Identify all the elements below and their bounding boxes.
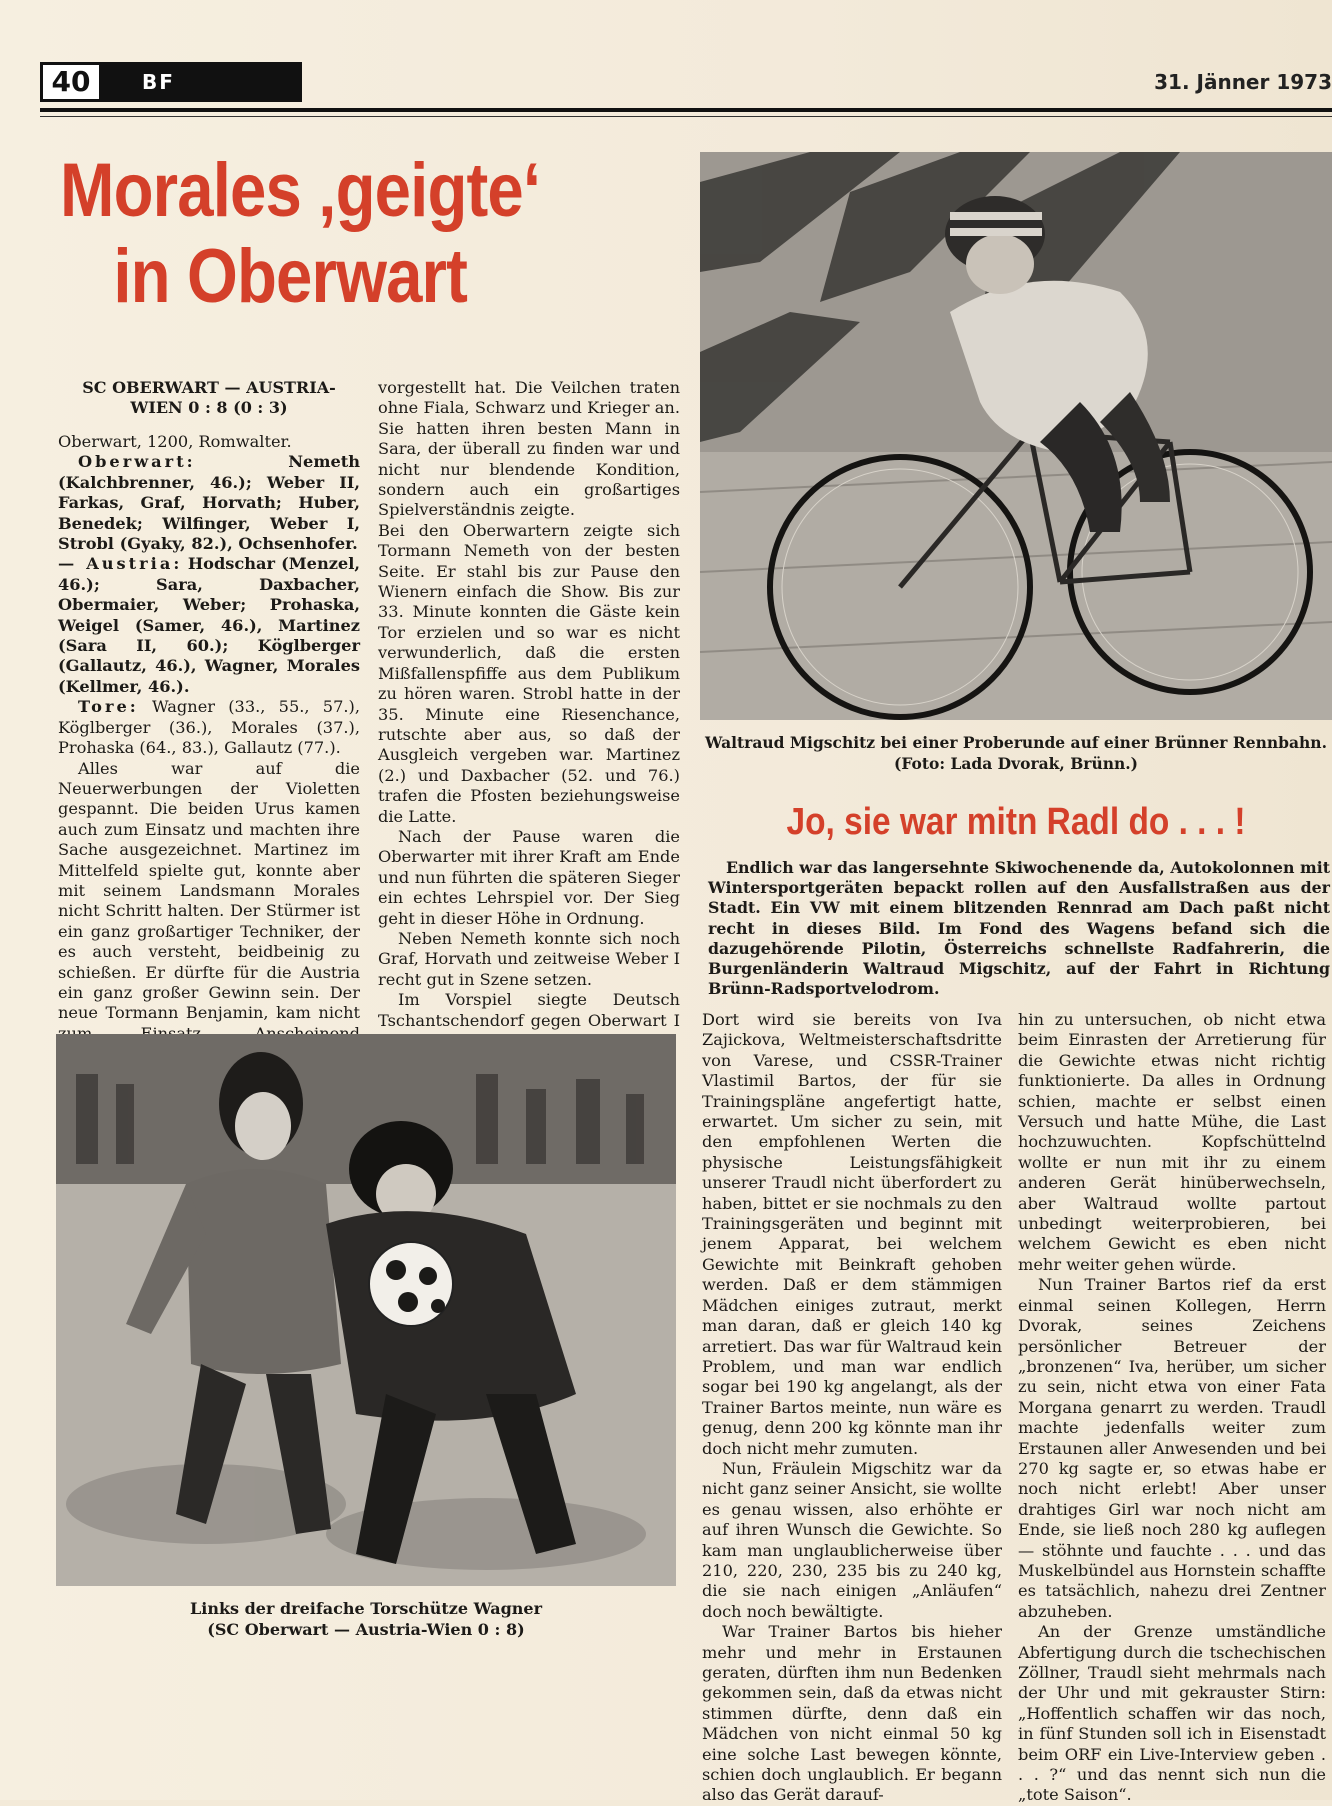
article2-paragraph: hin zu untersuchen, ob nicht etwa beim Einrasten der Arretierung für die Gewichte etwas nicht richtig funktionierte. Da alles in Ordnung schien, machte er selbst einen Versuch und hatte Mühe, die Last hochzuwuchten. Kopfschüttelnd wollte er nun mit ihr zu einem anderen Gerät hinüberwechseln, aber Waltraud wollte partout unbedingt weiterprobieren, bei welchem Gewicht es eben nicht mehr weiter gehen würde. <box>1018 1010 1326 1274</box>
page-number: 40 <box>40 62 102 102</box>
goals-list: Wagner (33., 55., 57.), Köglberger (36.), Morales (37.), Prohaska (64., 83.), Gallautz (77.). <box>58 697 360 758</box>
match-heading: SC OBERWART — AUSTRIA-WIEN 0 : 8 (0 : 3) <box>82 378 336 417</box>
article1-paragraph: Im Vorspiel siegte Deutsch Tschantschendorf gegen Oberwart I <box>378 990 680 1030</box>
austria-lineup-para <box>58 554 360 697</box>
goals-label: Tore: <box>78 697 139 717</box>
headline-line-2: in Oberwart <box>113 234 468 319</box>
cyclist-photo <box>700 152 1332 720</box>
article2-column-1 <box>702 1010 1002 1806</box>
football-photo <box>56 1034 676 1586</box>
oberwart-lineup-para <box>58 452 360 554</box>
oberwart-lineup: Nemeth (Kalchbrenner, 46.); Weber II, Farkas, Graf, Horvath; Huber, Benedek; Wilfinger, Weber I, Strobl (Gyaky, 82.), Ochsenhofer. <box>58 452 360 554</box>
page-header <box>40 60 1332 106</box>
oberwart-label: Oberwart: <box>78 452 196 472</box>
article2-paragraph: Nun Trainer Bartos rief da erst einmal seinen Kollegen, Herrn Dvorak, seines Zeichens persönlicher Betreuer der „bronzenen“ Iva, herüber, um sicher zu sein, nicht etwa von einer Fata Morgana genarrt zu werden. Traudl machte jedenfalls weiter zum Erstaunen aller Anwesenden und bei 270 kg sagte er, so etwas habe er noch nicht erlebt! Aber unser drahtiges Girl war noch nicht am Ende, sie ließ noch 280 kg auflegen — stöhnte und fauchte . . . und das Muskelbündel aus Hornstein schaffte es tatsächlich, nahezu drei Zentner abzuheben. <box>1018 1275 1326 1621</box>
article1-paragraph: vorgestellt hat. Die Veilchen traten ohne Fiala, Schwarz und Krieger an. Sie hatten ihren besten Mann in Sara, der überall zu finden war und nicht nur blendende Kondition, sondern auch ein großartiges Spielverständnis zeigte. <box>378 378 680 520</box>
match-venue: Oberwart, 1200, Romwalter. <box>58 432 292 451</box>
article2-lead <box>708 858 1330 999</box>
issue-date: 31. Jänner 1973 <box>1154 70 1332 94</box>
article1-paragraph: Neben Nemeth konnte sich noch Graf, Horvath und zeitweise Weber I recht gut in Szene setzen. <box>378 928 680 989</box>
article2-paragraph: Dort wird sie bereits von Iva Zajickova, Weltmeisterschaftsdritte von Varese, und CSSR-Trainer Vlastimil Bartos, der für sie Trainingspläne angefertigt hatte, erwartet. Um sicher zu sein, mit den empfohlenen Werten die physische Leistungsfähigkeit unserer Traudl nicht überfordert zu haben, bittet er sie nochmals zu den Trainingsgeräten und beginnt mit jenem Apparat, bei welchem Gewichte mit Beinkraft gehoben werden. Daß er dem stämmigen Mädchen einiges zutraut, merkt man daran, daß er gleich 140 kg arretiert. Das war für Waltraud kein Problem, und man war endlich sogar bei 190 kg angelangt, als der Trainer Bartos meinte, nun wäre es genug, denn 200 kg könnte man ihr doch nicht mehr zumuten. <box>702 1010 1002 1458</box>
article1-paragraph: Nach der Pause waren die Oberwarter mit ihrer Kraft am Ende und nun führten die späteren Sieger ein echtes Lehrspiel vor. Der Sieg geht in dieser Höhe in Ordnung. <box>378 826 680 928</box>
article2-headline: Jo, sie war mitn Radl do . . . ! <box>786 801 1246 843</box>
article1-paragraph: Alles war auf die Neuerwerbungen der Violetten gespannt. Die beiden Urus kamen auch zum Einsatz und machten ihre Sache ausgezeichnet. Martinez im Mittelfeld spielte gut, konnte aber mit seinem Landsmann Morales nicht Schritt halten. Der Stürmer ist ein ganz großartiger Techniker, der es auch versteht, beidbeinig zu schießen. Er dürfte für die Austria ein ganz großer Gewinn sein. Der neue Tormann Benjamin, kam nicht <box>58 758 360 1023</box>
header-rule-thin <box>40 116 1332 117</box>
article1-column-1 <box>58 378 360 1085</box>
article2-paragraph: War Trainer Bartos bis hieher mehr und mehr in Erstaunen geraten, dürften ihm nun Bedenken gekommen sein, daß da etwas nicht stimmen dürfte, denn daß ein Mädchen von nicht einmal 50 kg eine solche Last bewegen könnte, schien doch unglaublich. Er begann also das Gerät darauf- <box>702 1622 1002 1805</box>
football-caption-line-1: Links der dreifache Torschütze Wagner <box>189 1599 543 1618</box>
header-rule <box>40 108 1332 112</box>
article1-column-2 <box>378 378 680 1051</box>
cyclist-photo-caption: Waltraud Migschitz bei einer Proberunde auf einer Brünner Rennbahn. (Foto: Lada Dvorak, Brünn.) <box>705 733 1327 773</box>
football-caption-line-2: (SC Oberwart — Austria-Wien 0 : 8) <box>207 1620 525 1639</box>
article2-paragraph: Nun, Fräulein Migschitz war da nicht ganz seiner Ansicht, sie wollte es genau wissen, also erhöhte er auf ihren Wunsch die Gewichte. So kam man unglaublicherweise über 210, 220, 230, 235 bis zu 240 kg, die sie nach einigen „Anläufen“ doch noch bewältigte. <box>702 1458 1002 1621</box>
headline-line-1: Morales ‚geigte‘ <box>60 148 541 233</box>
article1-paragraph: Bei den Oberwartern zeigte sich Tormann Nemeth von der besten Seite. Er stahl bis zur Pause den Wienern einfach die Show. Bis zur 33. Minute konnten die Gäste kein Tor erzielen und so war es nicht verwunderlich, daß die ersten Mißfallenspfiffe aus dem Publikum zu hören waren. Strobl hatte in der 35. Minute eine Riesenchance, rutschte aber aus, so daß der Ausgleich vergeben war. Martinez (2.) und Daxbacher (52. und 76.) trafen die Pfosten beziehungsweise die Latte. <box>378 520 680 826</box>
article2-paragraph: An der Grenze umständliche Abfertigung durch die tschechischen Zöllner, Traudl sieht mehrmals nach der Uhr und mit gekrauster Stirn: „Hoffentlich schaffen wir das noch, in fünf Stunden soll ich in Eisenstadt beim ORF ein Live-Interview geben . . . ?“ und das nennt sich nun die „tote Saison“. <box>1018 1622 1326 1805</box>
main-headline <box>60 148 610 320</box>
goals-para <box>58 697 360 758</box>
football-photo-image <box>56 1034 676 1586</box>
section-label: BF <box>102 62 302 102</box>
austria-label: — Austria: <box>58 554 183 574</box>
article2-column-2 <box>1018 1010 1326 1806</box>
football-photo-caption <box>56 1598 676 1640</box>
cyclist-photo-image <box>700 152 1332 720</box>
austria-lineup: Hodschar (Menzel, 46.); Sara, Daxbacher, Obermaier, Weber; Prohaska, Weigel (Samer, 46.), Martinez (Sara II, 60.); Köglberger (Gallautz, 46.), Wagner, Morales (Kellmer, 46.). <box>58 554 360 696</box>
article2-lead-text: Endlich war das langersehnte Skiwochenende da, Autokolonnen mit Wintersportgeräten bepackt rollen auf den Ausfallstraßen aus der Stadt. Ein VW mit einem blitzenden Rennrad am Dach paßt nicht recht in dieses Bild. Im Fond des Wagens befand sich die dazugehörende Pilotin, Österreichs schnellste Radfahrerin, die Burgenländerin Waltraud Migschitz, auf der Fahrt in Richtung Brünn-Radsportvelodrom. <box>708 858 1330 999</box>
